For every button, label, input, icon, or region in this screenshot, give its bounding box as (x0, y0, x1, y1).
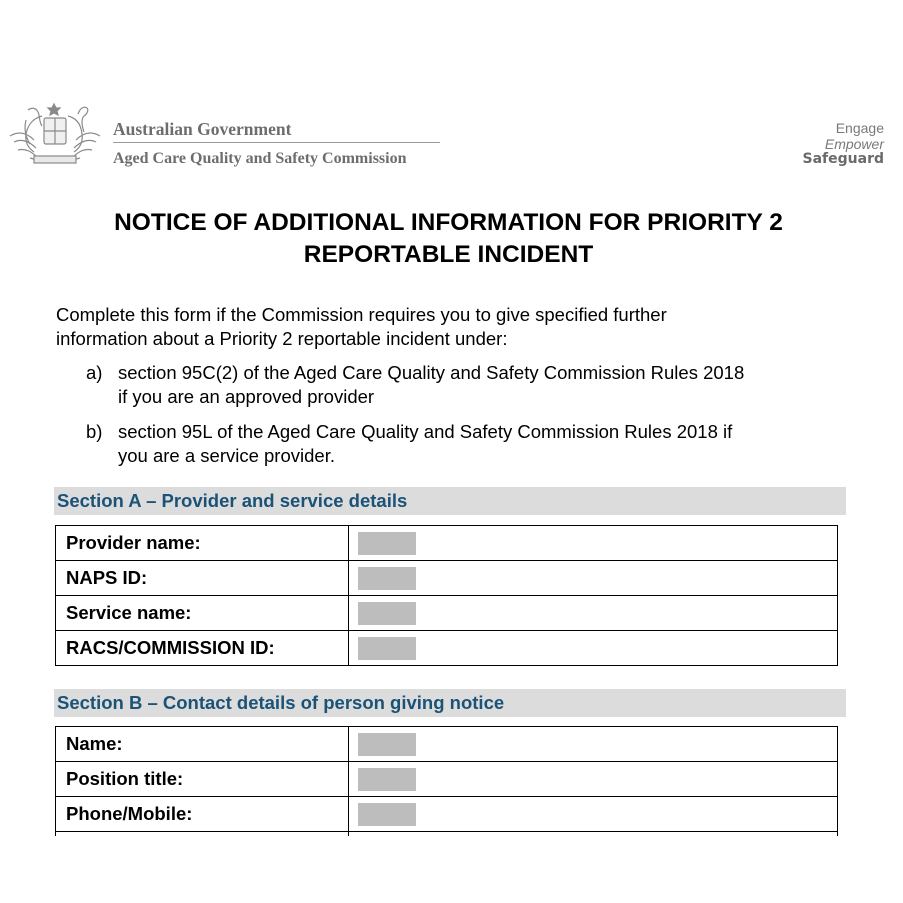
next-row-cell (349, 832, 838, 837)
phone-mobile-label: Phone/Mobile: (56, 797, 349, 832)
phone-mobile-cell (349, 797, 838, 832)
list-marker: b) (86, 421, 103, 442)
page-title (40, 207, 857, 271)
tagline (803, 121, 884, 168)
list-item-line: if you are an approved provider (118, 386, 375, 407)
position-title-label: Position title: (56, 762, 349, 797)
service-name-cell (349, 596, 838, 631)
list-item-line: section 95C(2) of the Aged Care Quality and Safety Commission Rules 2018 (118, 362, 745, 383)
naps-id-cell (349, 561, 838, 596)
title-line-2: REPORTABLE INCIDENT (303, 241, 594, 268)
next-row-label (56, 832, 349, 837)
service-name-field[interactable] (358, 602, 416, 625)
government-name: Australian Government (113, 119, 292, 139)
naps-id-field[interactable] (358, 567, 416, 590)
contact-name-field[interactable] (358, 733, 416, 756)
section-a-title: Section A – Provider and service details (57, 490, 408, 511)
list-item-text (118, 361, 838, 409)
position-title-field[interactable] (358, 768, 416, 791)
position-title-cell (349, 762, 838, 797)
contact-name-label: Name: (56, 727, 349, 762)
list-item-line: you are a service provider. (118, 445, 335, 466)
organisation-name (113, 118, 440, 169)
commission-name: Aged Care Quality and Safety Commission (113, 150, 407, 167)
table-row (56, 832, 838, 837)
section-b-title: Section B – Contact details of person giving notice (57, 692, 505, 713)
table-row (56, 561, 838, 596)
coat-of-arms-logo (4, 98, 106, 172)
section-a-heading (54, 487, 846, 515)
phone-mobile-field[interactable] (358, 803, 416, 826)
racs-commission-id-field[interactable] (358, 637, 416, 660)
section-b-heading (54, 689, 846, 717)
naps-id-label: NAPS ID: (56, 561, 349, 596)
table-row (56, 631, 838, 666)
section-a-table (55, 525, 838, 666)
intro-line-1: Complete this form if the Commission requires you to give specified further (56, 304, 667, 325)
list-item (56, 420, 856, 468)
racs-commission-id-cell (349, 631, 838, 666)
title-line-1: NOTICE OF ADDITIONAL INFORMATION FOR PRIORITY 2 (114, 209, 783, 236)
section-b-table-container (55, 726, 840, 836)
service-name-label: Service name: (56, 596, 349, 631)
table-row (56, 596, 838, 631)
provider-name-field[interactable] (358, 532, 416, 555)
table-row (56, 762, 838, 797)
intro-paragraph (56, 303, 856, 351)
provider-name-cell (349, 526, 838, 561)
list-item (56, 361, 856, 409)
racs-commission-id-label: RACS/COMMISSION ID: (56, 631, 349, 666)
tagline-safeguard: Safeguard (802, 151, 884, 167)
intro-line-2: information about a Priority 2 reportable incident under: (56, 328, 508, 349)
contact-name-cell (349, 727, 838, 762)
tagline-empower: Empower (824, 135, 884, 152)
list-marker: a) (86, 362, 103, 383)
tagline-engage: Engage (835, 120, 884, 136)
table-row (56, 727, 838, 762)
provider-name-label: Provider name: (56, 526, 349, 561)
table-row (56, 526, 838, 561)
section-b-table (55, 726, 838, 836)
table-row (56, 797, 838, 832)
list-item-text (118, 420, 838, 468)
list-item-line: section 95L of the Aged Care Quality and Safety Commission Rules 2018 if (118, 421, 733, 442)
divider (113, 142, 440, 143)
